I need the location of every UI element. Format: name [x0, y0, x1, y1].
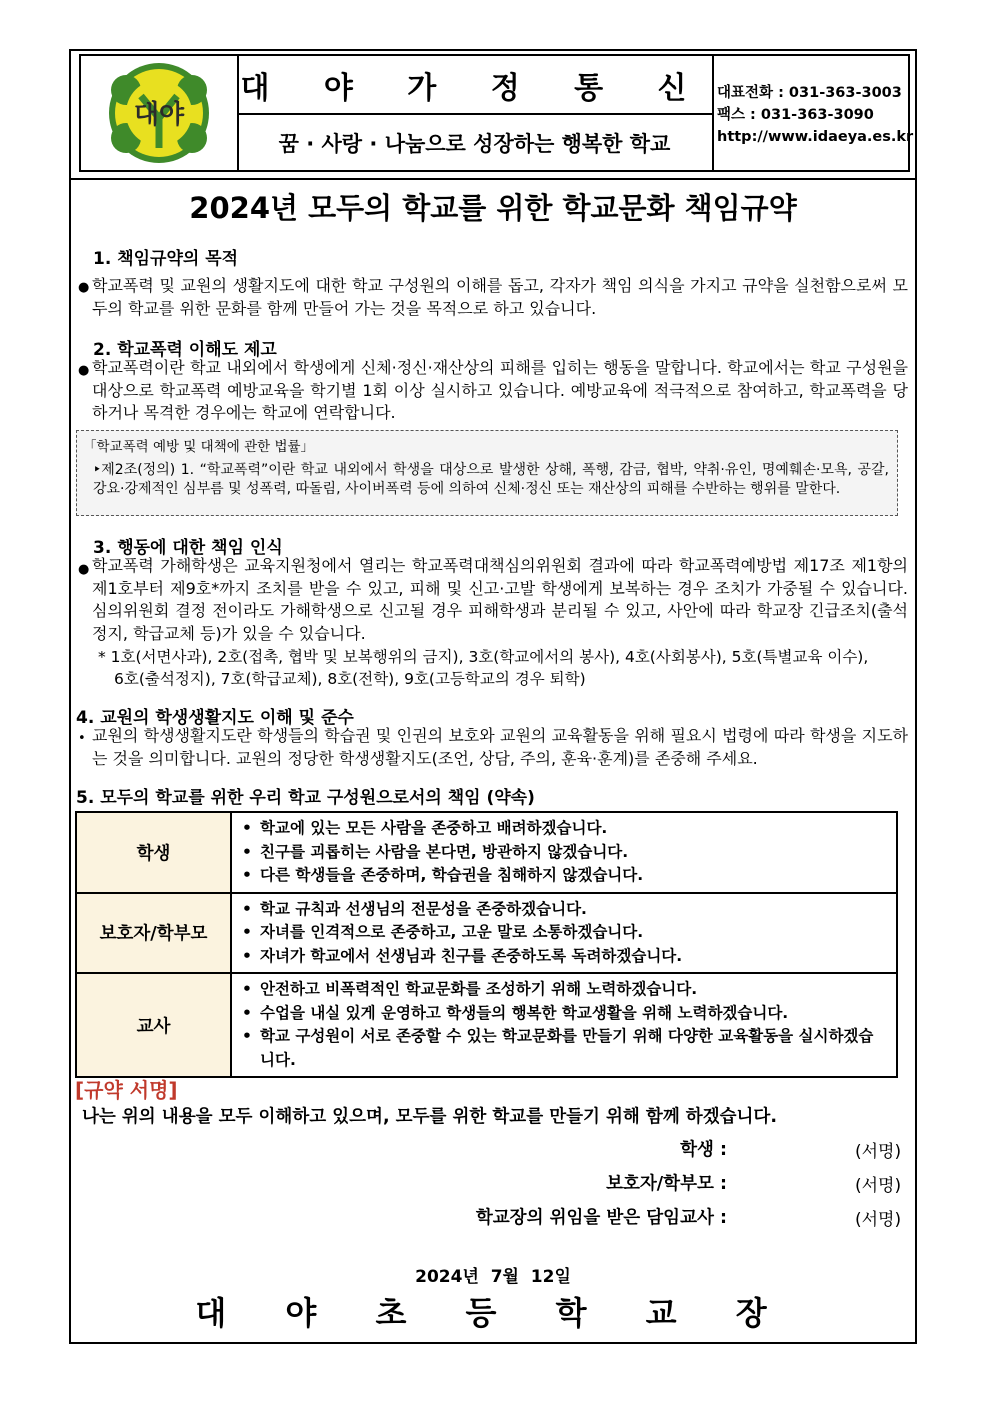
role-student: 학생: [76, 812, 231, 893]
teacher-sign-field[interactable]: (서명): [855, 1210, 902, 1230]
section-4-text: 교원의 학생생활지도란 학생들의 학습권 및 인권의 보호와 교원의 교육활동을 위해 필요시 법령에 따라 학생을 지도하는 것을 의미합니다. 교원의 정당한 학생생활지도(조언, 상담, 주의, 훈육·훈계)를 존중해 주세요.: [92, 726, 908, 768]
fax-number: 팩스 : 031-363-3090: [717, 107, 874, 123]
list-item: • 자녀를 인격적으로 존중하고, 고운 말로 소통하겠습니다.: [242, 921, 888, 945]
bullet-icon: •: [78, 731, 86, 746]
bullet-icon: ●: [78, 363, 90, 378]
role-teacher: 교사: [76, 973, 231, 1077]
pledge-items: [231, 893, 897, 974]
list-item: • 안전하고 비폭력적인 학교문화를 조성하기 위해 노력하겠습니다.: [242, 978, 888, 1002]
list-item: • 다른 학생들을 존중하며, 학습권을 침해하지 않겠습니다.: [242, 864, 888, 888]
list-item: • 학교 규칙과 선생님의 전문성을 존중하겠습니다.: [242, 898, 888, 922]
document-date: 2024년 7월 12일: [415, 1267, 571, 1287]
bullet-icon: ●: [78, 280, 90, 295]
section-1-text: 학교폭력 및 교원의 생활지도에 대한 학교 구성원의 이해를 돕고, 각자가 책임 의식을 가지고 규약을 실천함으로써 모두의 학교를 위한 문화를 함께 만들어 가는 것을 목적으로 하고 있습니다.: [92, 276, 908, 318]
parent-sign-field[interactable]: (서명): [855, 1176, 902, 1196]
newsletter-header: [79, 54, 914, 172]
section-3-heading: 3. 행동에 대한 책임 인식: [93, 538, 283, 558]
list-item: • 수업을 내실 있게 운영하고 학생들의 행복한 학교생활을 위해 노력하겠습니다.: [242, 1002, 888, 1026]
section-3-text: 학교폭력 가해학생은 교육지원청에서 열리는 학교폭력대책심의위원회 결과에 따라 학교폭력예방법 제17조 제1항의 제1호부터 제9호*까지 조치를 받을 수 있고, 피해 및 신고·고발 학생에게 보복하는 경우 조치가 가중될 수 있습니다. 심의위원회 결정 전이라도 가해학생으로 신고될 경우 피해학생과 분리될 수 있고, 사안에 따라 학교장 긴급조치(출석정지, 학급교체 등)가 있을 수 있습니다.: [92, 556, 908, 643]
section-4-heading: 4. 교원의 학생생활지도 이해 및 준수: [76, 708, 354, 728]
table-row: [76, 893, 897, 974]
list-item: • 학교에 있는 모든 사람을 존중하고 배려하겠습니다.: [242, 817, 888, 841]
phone-number: 대표전화 : 031-363-3003: [717, 85, 902, 101]
school-slogan: 꿈 · 사랑 · 나눔으로 성장하는 행복한 학교: [278, 131, 671, 156]
section-2-text: 학교폭력이란 학교 내외에서 학생에게 신체·정신·재산상의 피해를 입히는 행동을 말합니다. 학교에서는 학교 구성원을 대상으로 학교폭력 예방교육을 학기별 1회 이상 실시하고 있습니다. 예방교육에 적극적으로 참여하고, 학교폭력을 당하거나 목격한 경우에는 학교에 연락합니다.: [92, 358, 908, 422]
list-item: • 자녀가 학교에서 선생님과 친구를 존중하도록 독려하겠습니다.: [242, 945, 888, 969]
table-row: [76, 973, 897, 1077]
signature-statement: 나는 위의 내용을 모두 이해하고 있으며, 모두를 위한 학교를 만들기 위해 함께 하겠습니다.: [82, 1107, 777, 1127]
list-item: • 친구를 괴롭히는 사람을 본다면, 방관하지 않겠습니다.: [242, 841, 888, 865]
contact-info: [717, 82, 913, 148]
logo-cell: [81, 56, 239, 170]
signature-heading: [규약 서명]: [75, 1078, 178, 1102]
law-excerpt-box: [76, 430, 898, 516]
law-text: ‣제2조(정의) 1. “학교폭력”이란 학교 내외에서 학생을 대상으로 발생한 상해, 폭행, 감금, 협박, 약취·유인, 명예훼손·모욕, 공갈, 강요·강제적인 심부름 및 성폭력, 따돌림, 사이버폭력 등에 의하여 신체·정신 또는 재산상의 피해를 수반하는 행위를 말한다.: [93, 462, 889, 497]
list-item: • 학교 구성원이 서로 존중할 수 있는 학교문화를 만들기 위해 다양한 교육활동을 실시하겠습니다.: [242, 1025, 888, 1072]
school-principal: 대 야 초 등 학 교 장: [195, 1294, 791, 1332]
role-parent: 보호자/학부모: [76, 893, 231, 974]
measures-note-line-1: * 1호(서면사과), 2호(접촉, 협박 및 보복행위의 금지), 3호(학교에서의 봉사), 4호(사회봉사), 5호(특별교육 이수),: [98, 648, 869, 666]
pledge-items: [231, 812, 897, 893]
section-2-heading: 2. 학교폭력 이해도 제고: [93, 340, 277, 360]
section-1-heading: 1. 책임규약의 목적: [93, 249, 239, 269]
student-sign-field[interactable]: (서명): [855, 1142, 902, 1162]
bullet-icon: ●: [78, 562, 90, 577]
section-5-heading: 5. 모두의 학교를 위한 우리 학교 구성원으로서의 책임 (약속): [76, 788, 535, 808]
school-logo: [81, 56, 237, 170]
school-url: http://www.idaeya.es.kr: [717, 129, 914, 145]
student-sign-label: 학생 :: [680, 1140, 727, 1160]
measures-note-line-2: 6호(출석정지), 7호(학급교체), 8호(전학), 9호(고등학교의 경우 퇴학): [114, 670, 586, 688]
teacher-sign-label: 학교장의 위임을 받은 담임교사 :: [475, 1208, 727, 1228]
law-title: 「학교폭력 예방 및 대책에 관한 법률」: [83, 439, 315, 455]
table-row: [76, 812, 897, 893]
logo-text: 대야: [133, 100, 185, 130]
document-title: 2024년 모두의 학교를 위한 학교문화 책임규약: [189, 191, 797, 225]
parent-sign-label: 보호자/학부모 :: [606, 1174, 727, 1194]
pledge-table: [75, 811, 898, 1078]
header-divider: [69, 178, 917, 180]
newsletter-title: 대 야 가 정 통 신: [237, 56, 712, 115]
pledge-items: [231, 973, 897, 1077]
title-cell: [237, 56, 714, 170]
